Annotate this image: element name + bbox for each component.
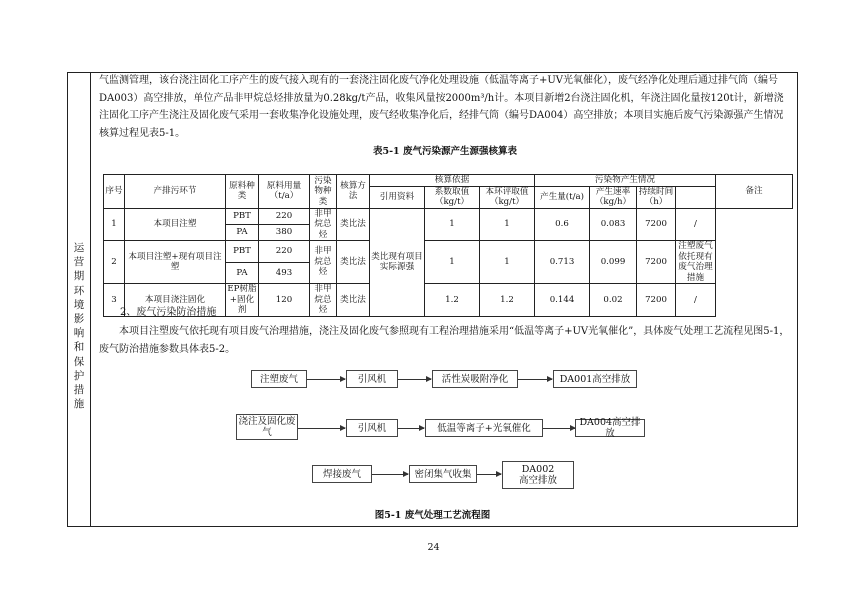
cell-rate: 0.083 bbox=[590, 208, 637, 241]
cell-amount: 380 bbox=[259, 224, 310, 240]
cell-time: 7200 bbox=[637, 241, 676, 284]
flow-arrow bbox=[518, 379, 552, 380]
th-amount: 原料用量（t/a） bbox=[259, 175, 310, 209]
flow-arrow bbox=[477, 474, 501, 475]
cell-pollutant: 非甲烷总烃 bbox=[310, 284, 337, 317]
figure-caption: 图5-1 废气处理工艺流程图 bbox=[374, 510, 491, 521]
th-basis: 核算依据 bbox=[370, 175, 535, 187]
cell-source: 本项目注塑+现有项目注塑 bbox=[125, 241, 226, 284]
content-frame bbox=[67, 72, 798, 527]
cell-seq: 1 bbox=[104, 208, 125, 241]
flow-box: DA001高空排放 bbox=[553, 370, 637, 388]
cell-material: PA bbox=[226, 224, 259, 240]
th-prod: 污染物产生情况 bbox=[535, 175, 716, 187]
flow-box: 活性炭吸附净化 bbox=[432, 370, 518, 388]
cell-coef: 1.2 bbox=[425, 284, 480, 317]
flow-arrow bbox=[307, 379, 345, 380]
cell-source: 本项目浇注固化 bbox=[125, 284, 226, 317]
intro-paragraph: 气监测管理，该台浇注固化工序产生的废气接入现有的一套浇注固化废气净化处理设施（低温等离子+UV光氧催化），废气经净化处理后通过排气筒（编号DA003）高空排放，单位产品非甲烷总烃排放量为0.28kg/t产品，收集风量按2000m³/h计。本项目新增2台浇注固化机，年浇注固化量按120t计，新增浇注固化工序产生浇注及固化废气采用一套收集净化设施处理，废气经收集净化后，经排气筒（编号DA004）高空排放；本项目实施后废气污染源强产生情况核算过程见表5-1。 bbox=[99, 75, 784, 139]
flow-arrow bbox=[398, 379, 431, 380]
cell-rate: 0.02 bbox=[590, 284, 637, 317]
cell-eval: 1 bbox=[480, 241, 535, 284]
th-seq: 序号 bbox=[104, 175, 125, 209]
th-material: 原料种类 bbox=[226, 175, 259, 209]
cell-seq: 3 bbox=[104, 284, 125, 317]
flow-arrow bbox=[543, 428, 575, 429]
flow-box: 引风机 bbox=[346, 419, 398, 437]
cell-method: 类比法 bbox=[337, 208, 370, 241]
flow-arrow bbox=[298, 428, 345, 429]
cell-material: PBT bbox=[226, 241, 259, 263]
table-row bbox=[104, 241, 793, 263]
main-content bbox=[99, 73, 791, 157]
cell-note: 注塑废气依托现有废气治理措施 bbox=[676, 241, 716, 284]
cell-amount: 220 bbox=[259, 208, 310, 224]
flow-box: DA002高空排放 bbox=[502, 461, 574, 489]
cell-source: 本项目注塑 bbox=[125, 208, 226, 241]
cell-pollutant: 非甲烷总烃 bbox=[310, 208, 337, 241]
flow-box: 浇注及固化废气 bbox=[236, 414, 298, 440]
th-source: 产排污环节 bbox=[125, 175, 226, 209]
cell-note: / bbox=[676, 208, 716, 241]
cell-rate: 0.099 bbox=[590, 241, 637, 284]
cell-material: EP树脂+固化剂 bbox=[227, 284, 257, 316]
cell-seq: 2 bbox=[104, 241, 125, 284]
th-rate: 产生速率（kg/h） bbox=[590, 186, 637, 208]
side-column bbox=[68, 73, 91, 526]
flow-box: 注塑废气 bbox=[251, 370, 307, 388]
cell-material: PBT bbox=[226, 208, 259, 224]
th-method: 核算方法 bbox=[337, 175, 370, 209]
cell-method: 类比法 bbox=[337, 241, 370, 284]
cell-coef: 1 bbox=[425, 208, 480, 241]
flow-box: DA004高空排放 bbox=[575, 419, 645, 437]
cell-eval: 1.2 bbox=[480, 284, 535, 317]
th-coef: 系数取值（kg/t） bbox=[425, 186, 480, 208]
emission-table bbox=[103, 174, 793, 317]
section-title: 2、废气污染防治措施 bbox=[120, 307, 217, 318]
th-ref: 引用资料 bbox=[370, 186, 425, 208]
th-pollutant: 污染物种类 bbox=[310, 175, 337, 209]
flow-box: 密闭集气收集 bbox=[409, 465, 477, 483]
cell-note: / bbox=[676, 284, 716, 317]
cell-amount: 493 bbox=[259, 262, 310, 284]
table-row bbox=[104, 208, 793, 224]
flow-box: 焊接废气 bbox=[312, 465, 372, 483]
cell-coef: 1 bbox=[425, 241, 480, 284]
cell-amount: 120 bbox=[259, 284, 310, 317]
flow-arrow bbox=[398, 428, 424, 429]
th-eval: 本环评取值（kg/t） bbox=[480, 186, 535, 208]
cell-output: 0.6 bbox=[535, 208, 590, 241]
th-time: 持续时间（h） bbox=[637, 186, 676, 208]
cell-output: 0.713 bbox=[535, 241, 590, 284]
section-paragraph: 本项目注塑废气依托现有项目废气治理措施，浇注及固化废气参照现有工程治理措施采用“低温等离子+UV光氧催化”，具体废气处理工艺流程见图5-1，废气防治措施参数具体表5-2。 bbox=[99, 326, 790, 355]
cell-method: 类比法 bbox=[337, 284, 370, 317]
flow-arrow bbox=[372, 474, 408, 475]
side-label: 运 营 期 环 境 影 响 和 保 护 措 施 bbox=[73, 242, 85, 411]
th-note: 备注 bbox=[716, 175, 793, 209]
flow-box: 低温等离子+光氧催化 bbox=[425, 419, 543, 437]
cell-ref: 类比现有项目实际源强 bbox=[370, 208, 425, 317]
cell-pollutant: 非甲烷总烃 bbox=[310, 241, 337, 284]
cell-amount: 220 bbox=[259, 241, 310, 263]
cell-time: 7200 bbox=[637, 284, 676, 317]
cell-eval: 1 bbox=[480, 208, 535, 241]
page-number: 24 bbox=[427, 542, 440, 553]
cell-time: 7200 bbox=[637, 208, 676, 241]
table-caption: 表5-1 废气污染源产生源强核算表 bbox=[373, 146, 517, 158]
flow-box: 引风机 bbox=[346, 370, 398, 388]
cell-output: 0.144 bbox=[535, 284, 590, 317]
cell-material: PA bbox=[226, 262, 259, 284]
th-output: 产生量(t/a) bbox=[535, 186, 590, 208]
